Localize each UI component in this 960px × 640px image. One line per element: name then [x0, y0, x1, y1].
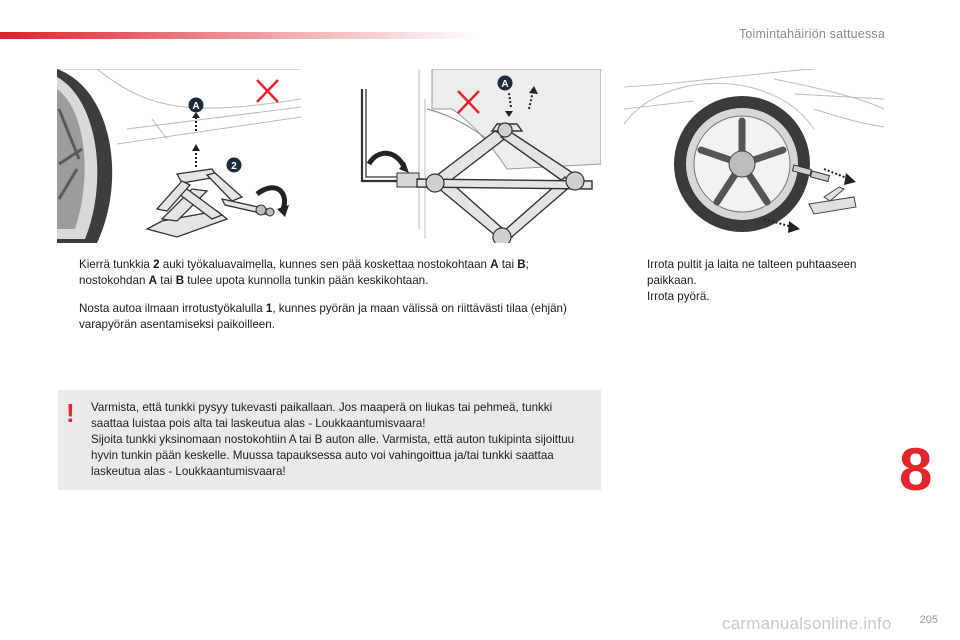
instruction-jack-raise: Kierrä tunkkia 2 auki työkaluavaimella, kunnes sen pää koskettaa nostokohtaan A tai B; nostokohdan A tai B tulee upota kunnolla tunkin pään keskikohtaan.: [79, 258, 529, 287]
svg-text:2: 2: [231, 161, 237, 172]
chapter-number: 8: [899, 436, 933, 503]
wheel-illustration: [674, 96, 810, 232]
warning-text: [91, 400, 591, 480]
page-number: 205: [919, 614, 938, 626]
watermark: carmanualsonline.info: [722, 614, 892, 633]
instruction-lift-car: Nosta autoa ilmaan irrotustyökalulla 1, kunnes pyörän ja maan välissä on riittävästi tilaa (ehjän) varapyörän asentamiseksi paikoilleen.: [79, 302, 567, 331]
figure-wheel-removal: [624, 69, 884, 234]
svg-text:A: A: [501, 79, 509, 90]
instruction-remove-wheel: Irrota pyörä.: [647, 290, 710, 303]
figure-jack-placement: [57, 69, 301, 243]
warning-icon: !: [66, 398, 75, 428]
figure-jack-crank: [357, 69, 601, 243]
warning-line-1: Varmista, että tunkki pysyy tukevasti paikallaan. Jos maaperä on liukas tai pehmeä, tunkki saattaa luistaa pois alta tai laskeutua alas - Loukkaantumisvaara!: [91, 401, 553, 430]
svg-text:A: A: [192, 101, 200, 112]
tool-2-badge: [227, 158, 242, 173]
header-accent-bar: [0, 32, 480, 39]
warning-line-2: Sijoita tunkki yksinomaan nostokohtiin A tai B auton alle. Varmista, että auton tukipinta sijoittuu hyvin tunkin pään keskelle. Muussa tapauksessa auto voi vahingoittua ja/tai tunkki saattaa laskeutua alas - Loukkaantumisvaara!: [91, 433, 575, 478]
point-a-badge: [189, 98, 204, 113]
section-title: Toimintahäiriön sattuessa: [738, 27, 885, 41]
instruction-remove-bolts: Irrota pultit ja laita ne talteen puhtaaseen paikkaan.: [647, 258, 857, 287]
point-a-badge: [498, 76, 513, 91]
